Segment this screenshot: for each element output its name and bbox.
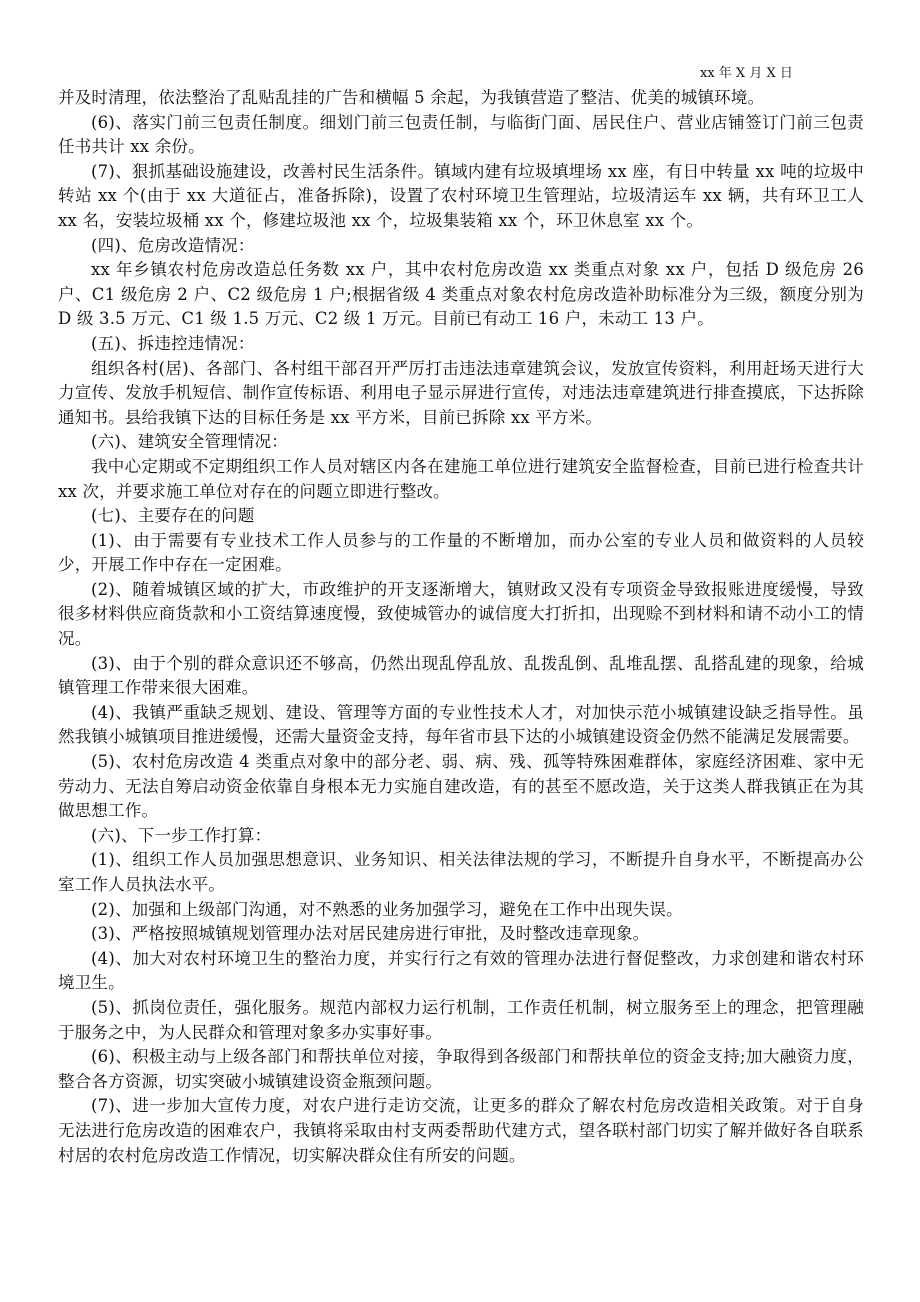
paragraph: (3)、由于个别的群众意识还不够高，仍然出现乱停乱放、乱拨乱倒、乱堆乱摆、乱搭乱建的现象，给城镇管理工作带来很大困难。 [58, 653, 864, 698]
paragraph: (4)、我镇严重缺乏规划、建设、管理等方面的专业性技术人才，对加快示范小城镇建设缺乏指导性。虽然我镇小城镇项目推进缓慢，还需大量资金支持，每年省市县下达的小城镇建设资金仍然不能满足发展需要。 [58, 702, 864, 747]
paragraph: (6)、落实门前三包责任制度。细划门前三包责任制，与临街门面、居民住户、营业店铺签订门前三包责任书共计 xx 余份。 [58, 112, 864, 157]
paragraph: (7)、进一步加大宣传力度，对农户进行走访交流，让更多的群众了解农村危房改造相关政策。对于自身无法进行危房改造的困难农户，我镇将采取由村支两委帮助代建方式，望各联村部门切实了解并做好各自联系村居的农村危房改造工作情况，切实解决群众住有所安的问题。 [58, 1096, 864, 1165]
section-heading: (六)、建筑安全管理情况： [91, 432, 288, 452]
section-heading: (六)、下一步工作打算： [91, 825, 272, 845]
paragraph: 组织各村(居)、各部门、各村组干部召开严厉打击违法违章建筑会议，发放宣传资料，利用赶场天进行大力宣传、发放手机短信、制作宣传标语、利用电子显示屏进行宣传，对违法违章建筑进行排查摸底，下达拆除通知书。县给我镇下达的目标任务是 xx 平方米，目前已拆除 xx 平方米。 [58, 358, 864, 427]
paragraph: (2)、加强和上级部门沟通，对不熟悉的业务加强学习，避免在工作中出现失误。 [91, 899, 683, 919]
document-body [58, 86, 864, 1168]
paragraph: xx 年乡镇农村危房改造总任务数 xx 户，其中农村危房改造 xx 类重点对象 xx 户，包括 D 级危房 26 户、C1 级危房 2 户、C2 级危房 1 户;根据省级 4 类重点对象农村危房改造补助标准分为三级，额度分别为 D 级 3.5 万元、C1 级 1.5 万元、C2 级 1 万元。目前已有动工 16 户，未动工 13 户。 [58, 260, 864, 329]
paragraph: (5)、农村危房改造 4 类重点对象中的部分老、弱、病、残、孤等特殊困难群体，家庭经济困难、家中无劳动力、无法自筹启动资金依靠自身根本无力实施自建改造，有的甚至不愿改造，关于这类人群我镇正在为其做思想工作。 [58, 752, 864, 821]
section-heading: (五)、拆违控违情况： [91, 333, 255, 353]
paragraph: (1)、由于需要有专业技术工作人员参与的工作量的不断增加，而办公室的专业人员和做资料的人员较少，开展工作中存在一定困难。 [58, 530, 864, 575]
paragraph: 我中心定期或不定期组织工作人员对辖区内各在建施工单位进行建筑安全监督检查，目前已进行检查共计 xx 次，并要求施工单位对存在的问题立即进行整改。 [58, 456, 864, 501]
paragraph: (3)、严格按照城镇规划管理办法对居民建房进行审批，及时整改违章现象。 [91, 924, 650, 944]
paragraph: 并及时清理，依法整治了乱贴乱挂的广告和横幅 5 余起，为我镇营造了整洁、优美的城镇环境。 [58, 88, 765, 107]
header-date: xx 年 X 月 X 日 [700, 66, 793, 81]
paragraph: (2)、随着城镇区域的扩大，市政维护的开支逐渐增大，镇财政又没有专项资金导致报账进度缓慢，导致很多材料供应商货款和小工资结算速度慢，致使城管办的诚信度大打折扣，出现赊不到材料和请不动小工的情况。 [58, 579, 864, 649]
section-heading: (四)、危房改造情况： [91, 235, 255, 255]
paragraph: (1)、组织工作人员加强思想意识、业务知识、相关法律法规的学习，不断提升自身水平，不断提高办公室工作人员执法水平。 [58, 850, 864, 894]
paragraph: (4)、加大对农村环境卫生的整治力度，并实行行之有效的管理办法进行督促整改，力求创建和谐农村环境卫生。 [58, 948, 864, 993]
paragraph: (6)、积极主动与上级各部门和帮扶单位对接，争取得到各级部门和帮扶单位的资金支持;加大融资力度，整合各方资源，切实突破小城镇建设资金瓶颈问题。 [58, 1047, 864, 1091]
section-heading: (七)、主要存在的问题 [91, 506, 255, 526]
paragraph: (5)、抓岗位责任，强化服务。规范内部权力运行机制，工作责任机制，树立服务至上的理念，把管理融于服务之中，为人民群众和管理对象多办实事好事。 [58, 997, 864, 1042]
paragraph: (7)、狠抓基础设施建设，改善村民生活条件。镇域内建有垃圾填埋场 xx 座，有日中转量 xx 吨的垃圾中转站 xx 个(由于 xx 大道征占，准备拆除)，设置了农村环境卫生管理站，垃圾清运车 xx 辆，共有环卫工人 xx 名，安装垃圾桶 xx 个，修建垃圾池 xx 个，垃圾集装箱 xx 个，环卫休息室 xx 个。 [58, 161, 864, 230]
